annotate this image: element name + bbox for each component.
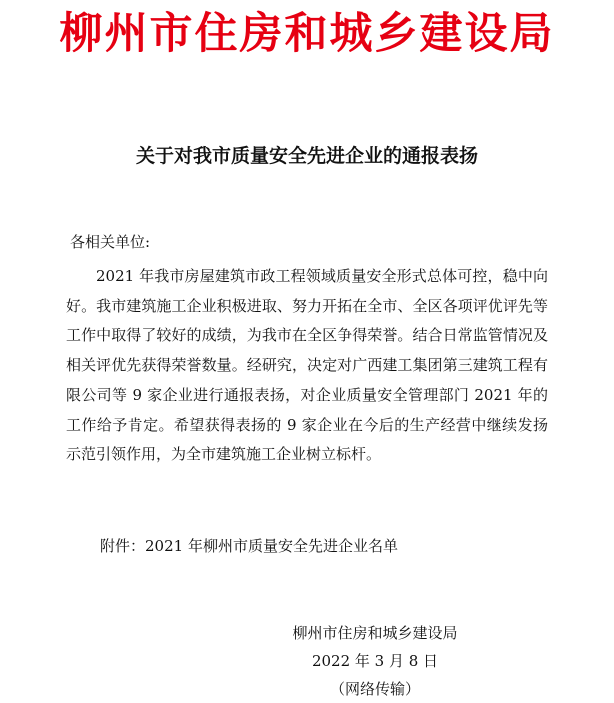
issuer-name: 柳州市住房和城乡建设局	[292, 624, 458, 642]
salutation: 各相关单位:	[70, 233, 151, 251]
document-title: 关于对我市质量安全先进企业的通报表扬	[135, 145, 478, 167]
body-paragraph: 2021 年我市房屋建筑市政工程领域质量安全形式总体可控，稳中向好。我市建筑施工企业积极进取、努力开拓在全市、全区各项评优评先等工作中取得了较好的成绩，为我市在全区争得荣誉。结合日常监管情况及相关评优先获得荣誉数量。经研究，决定对广西建工集团第三建筑工程有限公司等 9 家企业进行通报表扬，对企业质量安全管理部门 2021 年的工作给予肯定。希望获得表扬的 9 家企业在今后的生产经营中继续发扬示范引领作用，为全市建筑施工企业树立标杆。	[66, 267, 548, 464]
issue-date: 2022 年 3 月 8 日	[311, 652, 439, 670]
masthead-title: 柳州市住房和城乡建设局	[59, 9, 555, 59]
attachment-line: 附件：2021 年柳州市质量安全先进企业名单	[100, 537, 398, 555]
signature-block	[250, 619, 500, 703]
source-note: （网络传输）	[329, 680, 420, 698]
